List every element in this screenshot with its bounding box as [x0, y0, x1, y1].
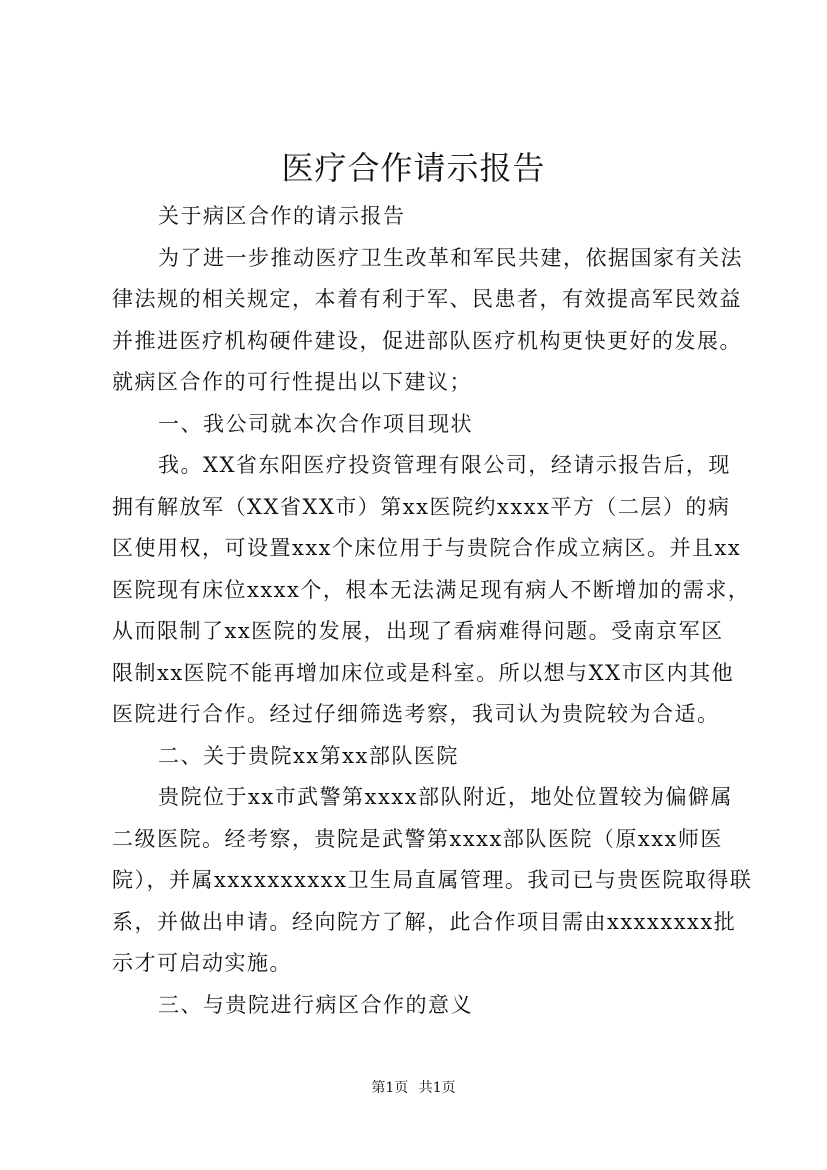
- paragraph-subject: 关于病区合作的请示报告: [158, 204, 406, 228]
- paragraph-intro-line-2: 律法规的相关规定，本着有利于军、民患者，有效提高军民效益: [112, 287, 742, 311]
- paragraph-hospital-line-2: 二级医院。经考察，贵院是武警第xxxx部队医院（原xxx师医: [112, 826, 723, 851]
- document-body: [112, 196, 753, 1026]
- paragraph-status-line-5: 从而限制了xx医院的发展，出现了看病难得问题。受南京军区: [112, 619, 724, 643]
- section-heading-2: 二、关于贵院xx第xx部队医院: [158, 743, 459, 768]
- paragraph-intro-line-4: 就病区合作的可行性提出以下建议；: [112, 370, 472, 394]
- page-number: 第1页: [371, 1080, 409, 1096]
- paragraph-status-line-1: 我。XX省东阳医疗投资管理有限公司，经请示报告后，现: [158, 453, 731, 477]
- paragraph-hospital-line-5: 示才可启动实施。: [112, 951, 292, 975]
- section-heading-3: 三、与贵院进行病区合作的意义: [158, 992, 473, 1017]
- paragraph-status-line-3: 区使用权，可设置xxx个床位用于与贵院合作成立病区。并且xx: [112, 536, 742, 560]
- paragraph-intro-line-3: 并推进医疗机构硬件建设，促进部队医疗机构更快更好的发展。: [112, 328, 742, 353]
- paragraph-hospital-line-1: 贵院位于xx市武警第xxxx部队附近，地处位置较为偏僻属: [158, 785, 734, 809]
- paragraph-status-line-7: 医院进行合作。经过仔细筛选考察，我司认为贵院较为合适。: [112, 702, 720, 726]
- paragraph-status-line-2: 拥有解放军（XX省XX市）第xx医院约xxxx平方（二层）的病: [112, 494, 731, 519]
- section-heading-1: 一、我公司就本次合作项目现状: [158, 411, 473, 436]
- page-total: 共1页: [418, 1080, 456, 1096]
- page-footer: [0, 1078, 827, 1098]
- paragraph-status-line-4: 医院现有床位xxxx个，根本无法满足现有病人不断增加的需求，: [112, 577, 751, 602]
- paragraph-hospital-line-3: 院），并属xxxxxxxxxx卫生局直属管理。我司已与贵医院取得联: [112, 868, 753, 892]
- paragraph-hospital-line-4: 系，并做出申请。经向院方了解，此合作项目需由xxxxxxxx批: [112, 909, 737, 934]
- paragraph-intro-line-1: 为了进一步推动医疗卫生改革和军民共建，依据国家有关法: [158, 245, 743, 270]
- paragraph-status-line-6: 限制xx医院不能再增加床位或是科室。所以想与XX市区内其他: [112, 660, 735, 685]
- document-title: 医疗合作请示报告: [281, 149, 546, 187]
